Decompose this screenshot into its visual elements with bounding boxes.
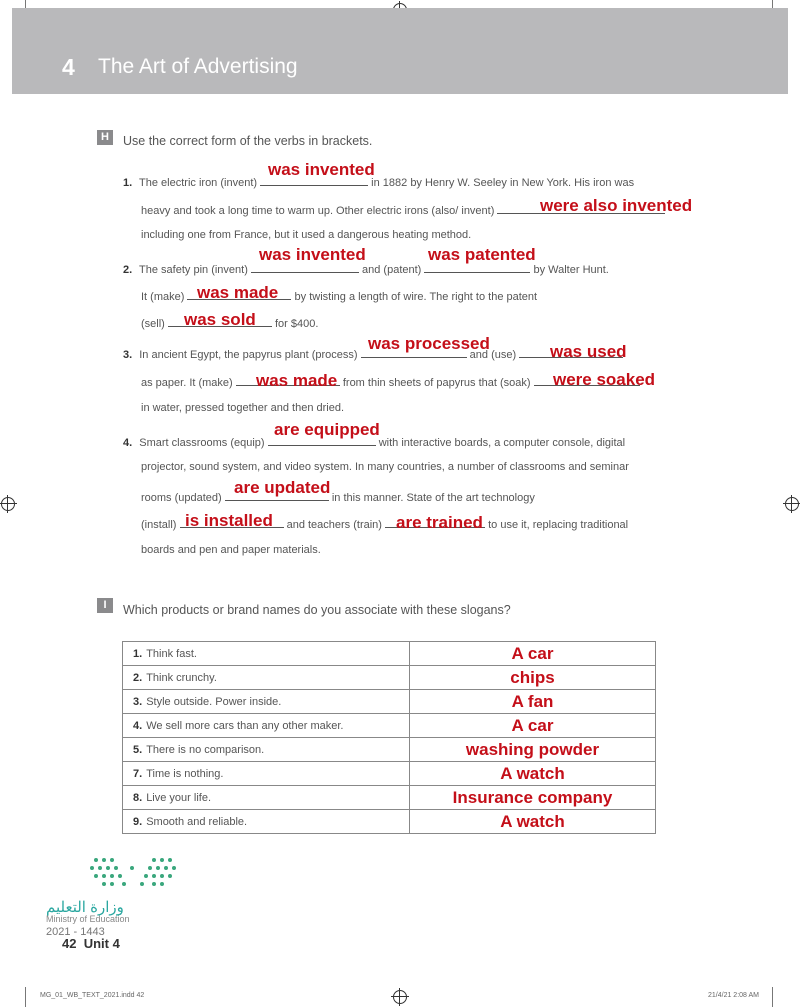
answer-text: was processed <box>368 334 490 353</box>
brand-answer-cell[interactable]: washing powder <box>410 738 656 762</box>
exercise-line: 4. Smart classrooms (equip) with interactive boards, a computer console, digital <box>123 434 625 449</box>
brand-answer-cell[interactable]: Insurance company <box>410 786 656 810</box>
brand-answer-cell[interactable]: A watch <box>410 810 656 834</box>
slogan-cell: 1. Think fast. <box>123 642 410 666</box>
exercise-line: as paper. It (make) from thin sheets of papyrus that (soak) <box>141 374 640 389</box>
answer-text: are trained <box>396 513 483 532</box>
crop-mark <box>25 987 26 1007</box>
section-badge-i: I <box>97 598 113 613</box>
slogan-cell: 2. Think crunchy. <box>123 666 410 690</box>
answer-text: was sold <box>184 310 256 329</box>
section-i-instruction: Which products or brand names do you associate with these slogans? <box>123 603 511 617</box>
brand-answer-cell[interactable]: A watch <box>410 762 656 786</box>
answer-text: was made <box>197 283 279 302</box>
exercise-line: It (make) by twisting a length of wire. The right to the patent <box>141 288 537 303</box>
answer-text: was made <box>256 371 338 390</box>
table-row <box>123 690 656 714</box>
answer-text: was patented <box>428 245 536 264</box>
timestamp: 21/4/21 2:08 AM <box>708 992 759 999</box>
table-row <box>123 738 656 762</box>
exercise-line: projector, sound system, and video system. In many countries, a number of classrooms and seminar <box>141 461 629 473</box>
chapter-number: 4 <box>62 54 75 80</box>
exercise-line: (install) and teachers (train) to use it, replacing traditional <box>141 516 628 531</box>
item-number: 1. <box>123 177 133 189</box>
slogan-cell: 3. Style outside. Power inside. <box>123 690 410 714</box>
table-row <box>123 714 656 738</box>
item-number: 3. <box>123 349 133 361</box>
slogan-cell: 7. Time is nothing. <box>123 762 410 786</box>
exercise-line: boards and pen and paper materials. <box>141 544 321 556</box>
ministry-name-arabic: وزارة التعليم <box>46 899 124 916</box>
exercise-line: heavy and took a long time to warm up. Other electric irons (also/ invent) <box>141 202 665 217</box>
answer-text: was invented <box>259 245 366 264</box>
ministry-name-english: Ministry of Education <box>46 914 130 924</box>
brand-answer-cell[interactable]: A fan <box>410 690 656 714</box>
registration-mark-icon <box>393 990 407 1004</box>
table-row <box>123 666 656 690</box>
page-number: 42 Unit 4 <box>62 936 120 951</box>
slogan-cell: 8. Live your life. <box>123 786 410 810</box>
chapter-header <box>12 8 788 94</box>
slogan-cell: 5. There is no comparison. <box>123 738 410 762</box>
exercise-line: in water, pressed together and then dried. <box>141 402 345 414</box>
answer-text: is installed <box>185 511 273 530</box>
answer-text: were soaked <box>553 370 656 389</box>
exercise-line: rooms (updated) in this manner. State of the art technology <box>141 489 535 504</box>
answer-text: are equipped <box>274 420 380 439</box>
exercise-line: (sell) for $400. <box>141 315 318 330</box>
registration-mark-icon <box>1 497 15 511</box>
slogan-cell: 9. Smooth and reliable. <box>123 810 410 834</box>
exercise-line: 1. The electric iron (invent) in 1882 by Henry W. Seeley in New York. His iron was <box>123 174 634 189</box>
table-row <box>123 810 656 834</box>
brand-answer-cell[interactable]: chips <box>410 666 656 690</box>
chapter-title: The Art of Advertising <box>98 55 298 78</box>
table-row <box>123 762 656 786</box>
section-badge-h: H <box>97 130 113 145</box>
slogan-cell: 4. We sell more cars than any other maker. <box>123 714 410 738</box>
exercise-line: 3. In ancient Egypt, the papyrus plant (process) and (use) <box>123 346 623 361</box>
answer-text: was invented <box>268 160 375 179</box>
exercise-line: 2. The safety pin (invent) and (patent) by Walter Hunt. <box>123 261 609 276</box>
item-number: 4. <box>123 437 133 449</box>
brand-answer-cell[interactable]: A car <box>410 714 656 738</box>
item-number: 2. <box>123 264 133 276</box>
answer-text: was used <box>550 342 627 361</box>
exercise-line: including one from France, but it used a dangerous heating method. <box>141 229 472 241</box>
academic-year: 2021 - 1443 <box>46 926 105 938</box>
slogan-table <box>122 641 656 834</box>
table-row <box>123 642 656 666</box>
section-h-instruction: Use the correct form of the verbs in brackets. <box>123 134 373 148</box>
answer-text: were also invented <box>540 196 693 215</box>
crop-mark <box>772 987 773 1007</box>
table-row <box>123 786 656 810</box>
answer-text: are updated <box>234 478 331 497</box>
brand-answer-cell[interactable]: A car <box>410 642 656 666</box>
registration-mark-icon <box>785 497 799 511</box>
file-name: MG_01_WB_TEXT_2021.indd 42 <box>40 992 145 999</box>
